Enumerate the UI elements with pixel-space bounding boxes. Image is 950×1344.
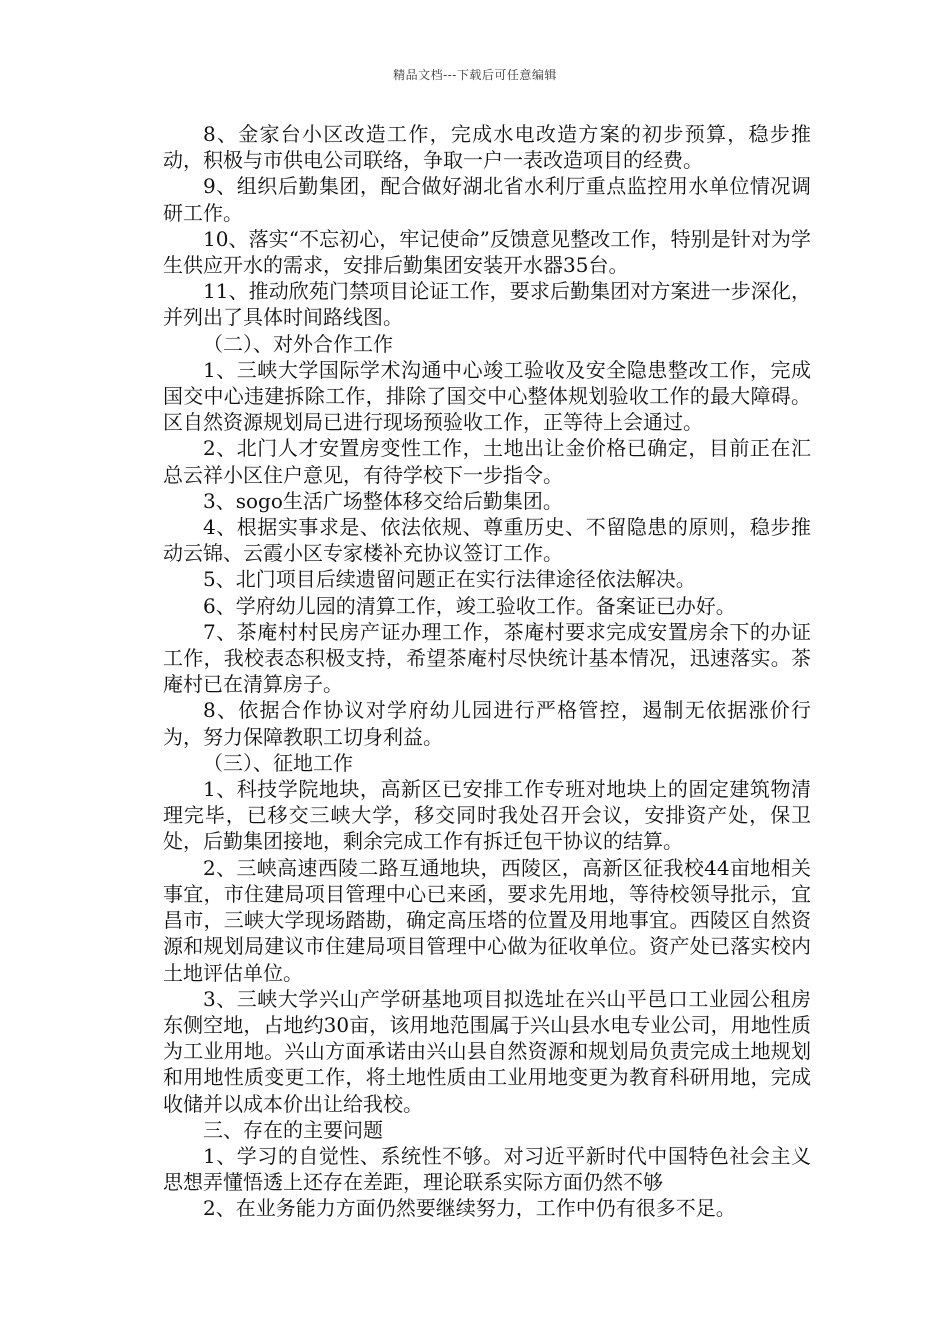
document-body (163, 121, 811, 1222)
paragraph-item-4-expert-building: 4、根据实事求是、依法依规、尊重历史、不留隐患的原则，稳步推动云锦、云霞小区专家楼补充协议签订工作。 (163, 515, 811, 566)
paragraph-item-1-tech-college-land: 1、科技学院地块，高新区已安排工作专班对地块上的固定建筑物清理完毕，已移交三峡大学，移交同时我处召开会议，安排资产处，保卫处，后勤集团接地，剩余完成工作有拆迁包干协议的结算。 (163, 777, 811, 854)
paragraph-item-9-water-survey: 9、组织后勤集团，配合做好湖北省水利厅重点监控用水单位情况调研工作。 (163, 174, 811, 225)
paragraph-item-6-kindergarten: 6、学府幼儿园的清算工作，竣工验收工作。备案证已办好。 (203, 593, 736, 618)
paragraph-item-10-feedback: 10、落实“不忘初心，牢记使命”反馈意见整改工作，特别是针对为学生供应开水的需求，安排后勤集团安装开水器35台。 (163, 226, 811, 278)
paragraph-item-8-jinjiatai: 8、金家台小区改造工作，完成水电改造方案的初步预算，稳步推动，积极与市供电公司联络，争取一户一表改造项目的经费。 (163, 122, 811, 173)
paragraph-item-8-kindergarten-control: 8、依据合作协议对学府幼儿园进行严格管控，遏制无依据涨价行为，努力保障教职工切身利益。 (163, 698, 811, 749)
page-header: 精品文档---下载后可任意编辑 (393, 68, 557, 82)
section-heading-land-acquisition: （三）、征地工作 (203, 750, 353, 775)
paragraph-item-5-north-gate-legacy: 5、北门项目后续遗留问题正在实行法律途径依法解决。 (203, 567, 696, 592)
paragraph-item-2-ability: 2、在业务能力方面仍然要继续努力，工作中仍有很多不足。 (203, 1196, 736, 1221)
paragraph-item-11-access-control: 11、推动欣苑门禁项目论证工作，要求后勤集团对方案进一步深化，并列出了具体时间路线图。 (163, 279, 811, 330)
section-heading-main-problems: 三、存在的主要问题 (203, 1117, 383, 1142)
paragraph-item-3-sogo: 3、sogo生活广场整体移交给后勤集团。 (203, 488, 563, 513)
section-heading-external-cooperation: （二）、对外合作工作 (203, 331, 393, 356)
paragraph-item-7-chaan-village: 7、茶庵村村民房产证办理工作，茶庵村要求完成安置房余下的办证工作，我校表态积极支持，希望茶庵村尽快统计基本情况，迅速落实。茶庵村已在清算房子。 (163, 619, 811, 697)
paragraph-item-2-xiling-interchange: 2、三峡高速西陵二路互通地块，西陵区，高新区征我校44亩地相关事宜，市住建局项目管理中心已来函，要求先用地，等待校领导批示，宜昌市，三峡大学现场踏勘，确定高压塔的位置及用地事宜。西陵区自然资源和规划局建议市住建局项目管理中心做为征收单位。资产处已落实校内土地评估单位。 (163, 855, 811, 985)
paragraph-item-1-exchange-center: 1、三峡大学国际学术沟通中心竣工验收及安全隐患整改工作，完成国交中心违建拆除工作，排除了国交中心整体规划验收工作的最大障碍。区自然资源规划局已进行现场预验收工作，正等待上会通过。 (163, 357, 811, 435)
paragraph-item-1-study: 1、学习的自觉性、系统性不够。对习近平新时代中国特色社会主义思想弄懂悟透上还存在差距，理论联系实际方面仍然不够 (163, 1143, 811, 1195)
paragraph-item-2-north-gate-housing: 2、北门人才安置房变性工作，土地出让金价格已确定，目前正在汇总云祥小区住户意见，有待学校下一步指令。 (163, 436, 811, 487)
paragraph-item-3-xingshan-base: 3、三峡大学兴山产学研基地项目拟选址在兴山平邑口工业园公租房东侧空地，占地约30亩，该用地范围属于兴山县水电专业公司，用地性质为工业用地。兴山方面承诺由兴山县自然资源和规划局负责完成土地规划和用地性质变更工作，将土地性质由工业用地变更为教育科研用地，完成收储并以成本价出让给我校。 (163, 986, 811, 1116)
